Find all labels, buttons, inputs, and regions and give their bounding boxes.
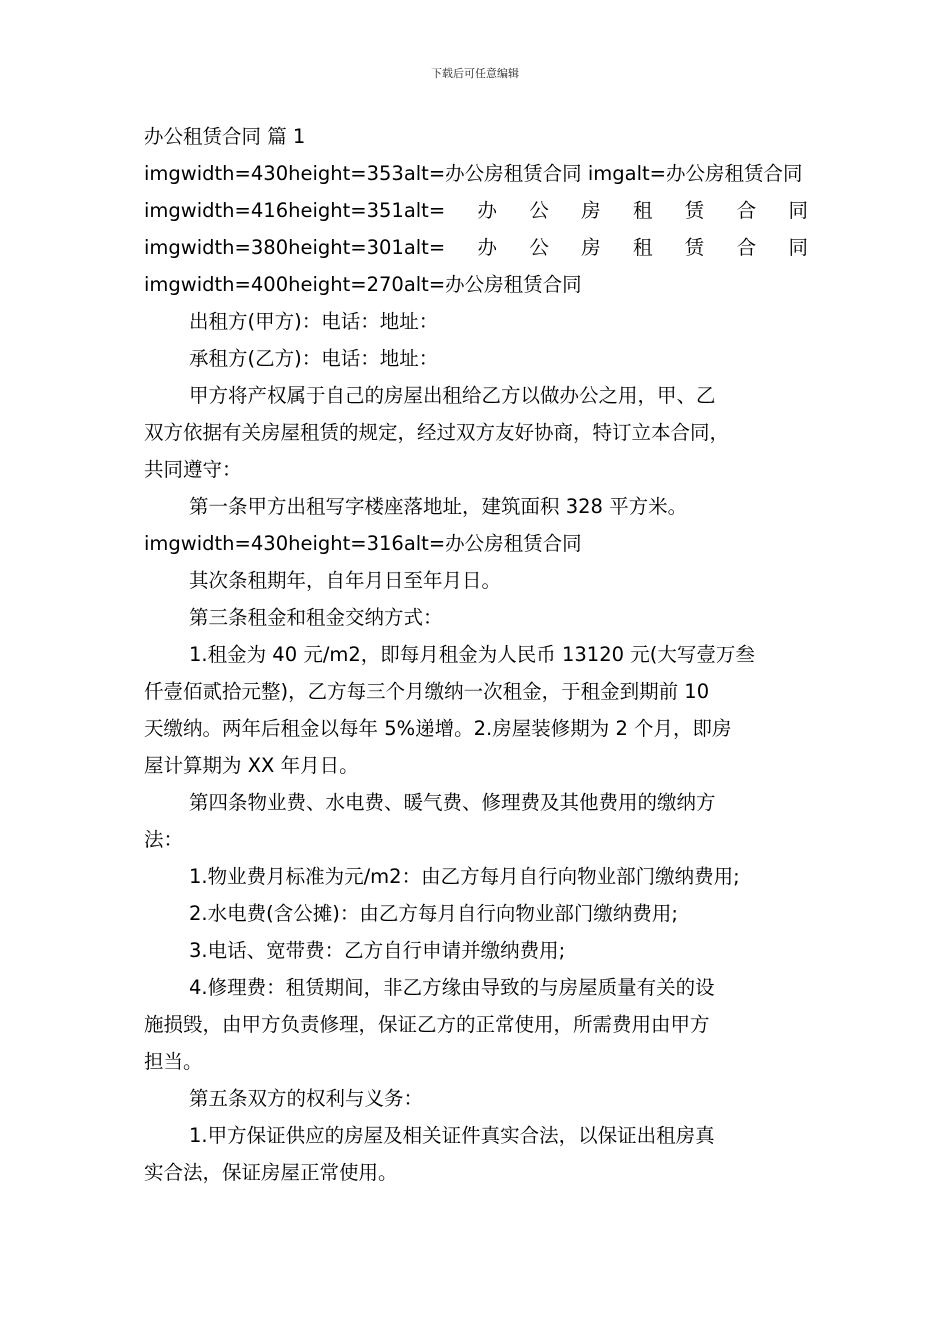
image-alt-char: 公 [529,236,549,259]
article-4-heading-line: 第四条物业费、水电费、暖气费、修理费及其他费用的缴纳方 [189,791,716,814]
image-alt-prefix: imgwidth=380height=301alt= [144,236,446,259]
page-header-note: 下载后可任意编辑 [431,67,519,80]
intro-paragraph-line: 共同遵守： [144,458,242,481]
article-4-item: 3.电话、宽带费：乙方自行申请并缴纳费用; [189,939,566,962]
article-5-paragraph-line: 实合法，保证房屋正常使用。 [144,1161,398,1184]
article-3-paragraph-line: 天缴纳。两年后租金以每年 5%递增。2.房屋装修期为 2 个月，即房 [144,717,732,740]
image-alt-char: 赁 [684,236,705,259]
image-alt-char: 房 [581,199,601,222]
image-alt-prefix: imgwidth=416height=351alt= [144,199,446,222]
party-a-line: 出租方(甲方)：电话：地址： [189,310,439,333]
image-alt-char: 办 [477,199,497,222]
article-4-repair-line: 施损毁，由甲方负责修理，保证乙方的正常使用，所需费用由甲方 [144,1013,710,1036]
image-alt-line: imgwidth=430height=316alt=办公房租赁合同 [144,532,582,555]
article-3-paragraph-line: 仟壹佰贰拾元整)，乙方每三个月缴纳一次租金，于租金到期前 10 [144,680,710,703]
party-b-line: 承租方(乙方)：电话：地址： [189,347,439,370]
image-alt-char: 赁 [684,199,705,222]
image-alt-char: 公 [529,199,549,222]
image-alt-char: 房 [581,236,601,259]
article-3-heading: 第三条租金和租金交纳方式： [189,606,443,629]
article-2: 其次条租期年，自年月日至年月日。 [189,569,502,592]
image-alt-char: 合 [736,199,757,222]
intro-paragraph-line: 甲方将产权属于自己的房屋出租给乙方以做办公之用，甲、乙 [189,384,716,407]
document-body [144,118,808,1191]
image-alt-char: 租 [632,236,653,259]
image-alt-char: 同 [788,236,808,259]
image-alt-line: imgwidth=430height=353alt=办公房租赁合同 imgalt=办公房租赁合同 [144,162,803,185]
article-4-item: 1.物业费月标准为元/m2：由乙方每月自行向物业部门缴纳费用; [189,865,740,888]
image-alt-line-justified [144,229,808,266]
image-alt-char: 租 [632,199,653,222]
article-5-heading: 第五条双方的权利与义务： [189,1087,424,1110]
article-3-paragraph-line: 屋计算期为 XX 年月日。 [144,754,359,777]
intro-paragraph-line: 双方依据有关房屋租赁的规定，经过双方友好协商，特订立本合同， [144,421,730,444]
article-4-heading-line: 法： [144,828,184,851]
article-3-paragraph-line: 1.租金为 40 元/m2，即每月租金为人民币 13120 元(大写壹万叁 [189,643,755,666]
image-alt-char: 合 [736,236,757,259]
image-alt-char: 同 [788,199,808,222]
article-4-repair-line: 4.修理费：租赁期间，非乙方缘由导致的与房屋质量有关的设 [189,976,715,999]
image-alt-line: imgwidth=400height=270alt=办公房租赁合同 [144,273,582,296]
image-alt-line-justified [144,192,808,229]
article-1: 第一条甲方出租写字楼座落地址，建筑面积 328 平方米。 [189,495,688,518]
document-title: 办公租赁合同 篇 1 [144,125,306,148]
image-alt-char: 办 [477,236,497,259]
article-4-item: 2.水电费(含公摊)：由乙方每月自行向物业部门缴纳费用; [189,902,678,925]
article-4-repair-line: 担当。 [144,1050,203,1073]
article-5-paragraph-line: 1.甲方保证供应的房屋及相关证件真实合法，以保证出租房真 [189,1124,715,1147]
